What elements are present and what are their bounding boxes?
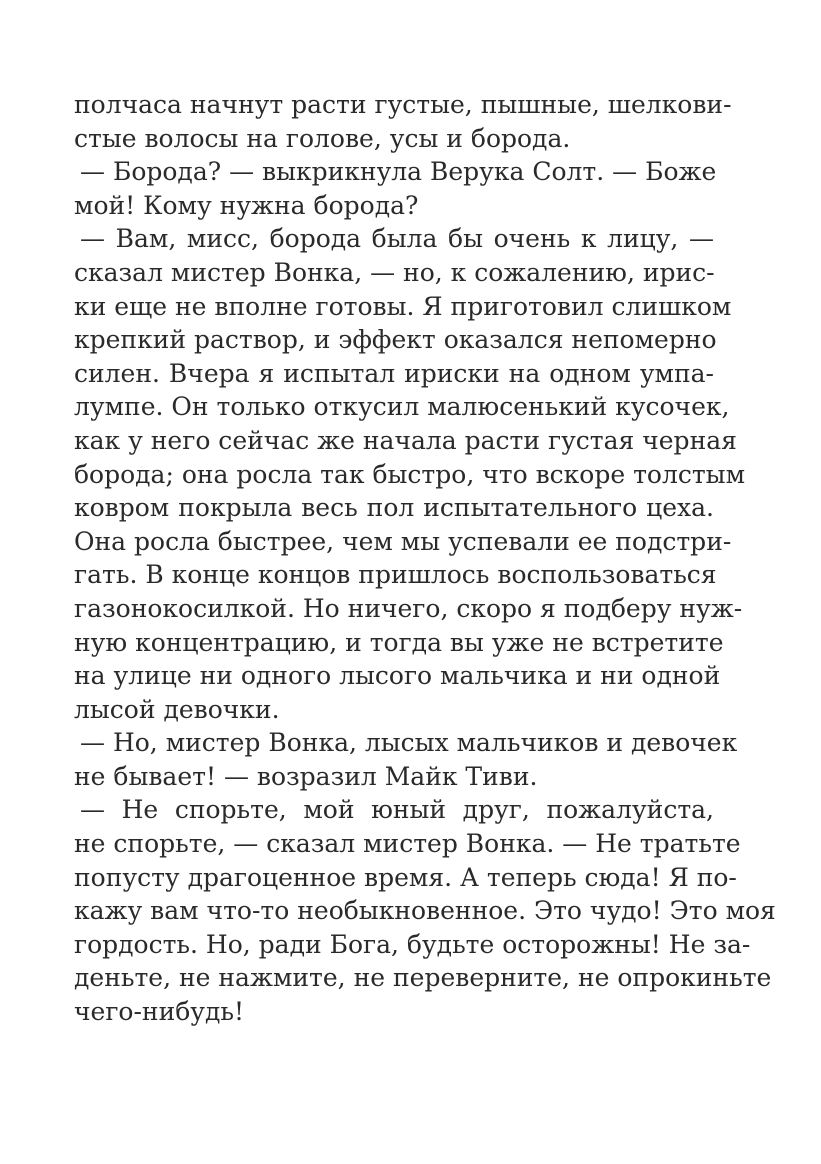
body-text — [74, 88, 776, 1029]
text-line: кажу вам что-то необыкновенное. Это чудо! Это моя — [74, 896, 776, 926]
text-line: Она росла быстрее, чем мы успевали ее подстри- — [74, 526, 732, 556]
text-line: — Вам, мисс, борода была бы очень к лицу, — — [80, 224, 714, 254]
text-line: ки еще не вполне готовы. Я приготовил слишком — [74, 291, 732, 321]
text-line: попусту драгоценное время. А теперь сюда! Я по- — [74, 862, 737, 892]
text-line: мой! Кому нужна борода? — [74, 190, 419, 220]
text-line: стые волосы на голове, усы и борода. — [74, 123, 571, 153]
text-line: гордость. Но, ради Бога, будьте осторожны! Не за- — [74, 929, 751, 959]
text-line: газонокосилкой. Но ничего, скоро я подберу нуж- — [74, 593, 743, 623]
text-line: крепкий раствор, и эффект оказался непомерно — [74, 325, 717, 355]
text-line: гать. В конце концов пришлось воспользоваться — [74, 560, 717, 590]
text-line: лысой девочки. — [74, 694, 280, 724]
text-line: на улице ни одного лысого мальчика и ни одной — [74, 661, 721, 691]
text-line: полчаса начнут расти густые, пышные, шелкови- — [74, 90, 732, 119]
text-line: не спорьте, — сказал мистер Вонка. — Не тратьте — [74, 829, 741, 859]
text-line: — Не спорьте, мой юный друг, пожалуйста, — [80, 795, 714, 825]
text-line: деньте, не нажмите, не переверните, не опрокиньте — [74, 963, 772, 993]
text-line: борода; она росла так быстро, что вскоре толстым — [74, 459, 746, 489]
text-line: не бывает! — возразил Майк Тиви. — [74, 761, 538, 791]
text-line: — Но, мистер Вонка, лысых мальчиков и девочек — [80, 728, 738, 758]
text-line: сказал мистер Вонка, — но, к сожалению, ирис- — [74, 257, 715, 287]
text-line: как у него сейчас же начала расти густая черная — [74, 425, 737, 455]
text-line: лумпе. Он только откусил малюсенький кусочек, — [74, 392, 730, 422]
text-line: — Борода? — выкрикнула Верука Солт. — Боже — [80, 157, 717, 187]
text-line: силен. Вчера я испытал ириски на одном умпа- — [74, 358, 714, 388]
text-line: ную концентрацию, и тогда вы уже не встретите — [74, 627, 724, 657]
text-line: чего-нибудь! — [74, 997, 245, 1027]
text-line: ковром покрыла весь пол испытательного цеха. — [74, 493, 714, 523]
